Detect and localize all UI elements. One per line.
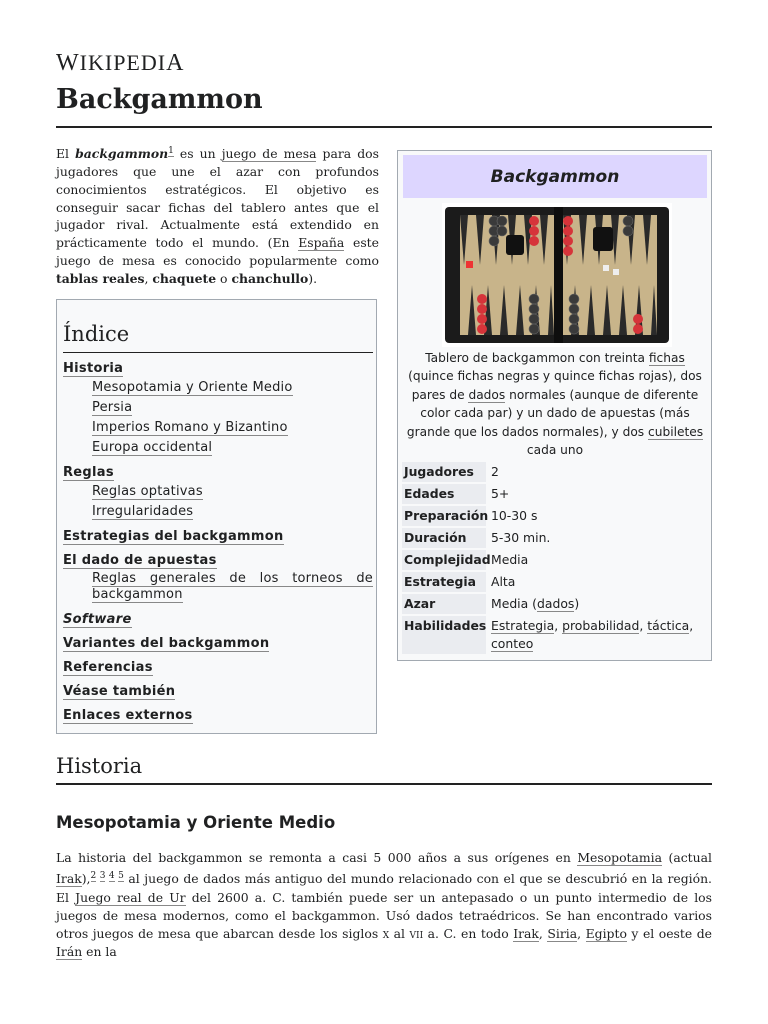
link-tactica[interactable]: táctica bbox=[647, 618, 690, 633]
intro-term: backgammon bbox=[75, 146, 169, 162]
reference-link[interactable]: 1 bbox=[168, 146, 174, 156]
link-juego-real-de-ur[interactable]: Juego real de Ur bbox=[75, 889, 186, 905]
toc-item-irregularidades[interactable]: Irregularidades bbox=[92, 504, 194, 519]
link-cubiletes[interactable]: cubiletes bbox=[648, 424, 704, 439]
link-iran[interactable]: Irán bbox=[56, 944, 83, 960]
link-siria[interactable]: Siria bbox=[547, 925, 578, 941]
toc-divider bbox=[63, 352, 373, 353]
backgammon-board-image[interactable] bbox=[442, 203, 672, 347]
toc-item-torneos[interactable]: Reglas generales de los torneos de backgammon bbox=[92, 571, 373, 602]
intro-text: El bbox=[56, 146, 76, 162]
toc-item-estrategias[interactable]: Estrategias del backgammon bbox=[63, 529, 284, 544]
infobox: Backgammon Tablero de backgammon con treinta fichas (quince fichas negras y quince fichas rojas), dos pares de dados normales (aunque de diferente color cada par) y un dado de apuestas (más grande que los dados normales), y dos cubiletes cada uno Jugadores 2 Edades 5+ Preparación 10-30 s Duración 5-30 min. Complejidad Media Estrategia Alta Azar Media (dados) Habilidades Estrategia, probabilidad, táctica, conteo bbox=[397, 150, 712, 661]
table-of-contents bbox=[56, 299, 377, 734]
toc-item-referencias[interactable]: Referencias bbox=[63, 660, 153, 675]
intro-text: es un bbox=[173, 146, 222, 162]
toc-item-software[interactable]: Software bbox=[63, 612, 132, 627]
logo-letter: W bbox=[56, 50, 80, 76]
intro-text: , bbox=[144, 270, 153, 286]
link-juego-de-mesa[interactable]: juego de mesa bbox=[221, 146, 317, 162]
alt-name: chanchullo bbox=[231, 270, 309, 286]
toc-item-europa[interactable]: Europa occidental bbox=[92, 440, 213, 455]
reference-link[interactable]: 2 bbox=[90, 871, 97, 882]
toc-item-mesopotamia[interactable]: Mesopotamia y Oriente Medio bbox=[92, 380, 293, 395]
page-title: Backgammon bbox=[56, 84, 263, 115]
link-dados[interactable]: dados bbox=[468, 387, 506, 402]
title-divider bbox=[56, 126, 712, 128]
alt-name: tablas reales bbox=[56, 270, 145, 286]
toc-item-persia[interactable]: Persia bbox=[92, 400, 133, 415]
intro-text: este juego de mesa es conocido popularmente como bbox=[56, 235, 379, 268]
toc-item-variantes[interactable]: Variantes del backgammon bbox=[63, 636, 270, 651]
toc-item-historia[interactable]: Historia bbox=[63, 361, 124, 376]
link-mesopotamia[interactable]: Mesopotamia bbox=[577, 850, 663, 865]
reference-link[interactable]: 4 bbox=[108, 871, 115, 882]
toc-item-vease[interactable]: Véase también bbox=[63, 684, 176, 699]
historia-paragraph: La historia del backgammon se remonta a casi 5 000 años a sus orígenes en Mesopotamia (actual Irak),$^{2 3 4 5}$ al juego de dados más antiguo del mundo relacionado con el que se descubrió en la región. El Juego real de Ur del 2600 a. C. también puede ser un antepasado o un punto intermedio de los juegos de mesa modernos, como el backgammon. Usó dados tetraédricos. Se han encontrado varios otros juegos de mesa que abarcan desde los siglos x al vii a. C. en todo Irak, Siria, Egipto y el oeste de Irán en la bbox=[56, 850, 712, 960]
intro-text: o bbox=[216, 270, 232, 286]
section-divider bbox=[56, 783, 712, 785]
logo-letters: IKIPEDI bbox=[79, 50, 167, 75]
subsection-heading-mesopotamia: Mesopotamia y Oriente Medio bbox=[56, 813, 336, 832]
infobox-caption: Tablero de backgammon con treinta fichas (quince fichas negras y quince fichas rojas), dos pares de dados normales (aunque de diferente color cada par) y un dado de apuestas (más grande que los dados normales), y dos cubiletes cada uno bbox=[406, 351, 704, 458]
link-dados-azar[interactable]: dados bbox=[537, 596, 575, 611]
toc-item-dado-apuestas[interactable]: El dado de apuestas bbox=[63, 553, 217, 568]
link-probabilidad[interactable]: probabilidad bbox=[562, 618, 640, 633]
section-heading-historia: Historia bbox=[56, 754, 143, 778]
reference-link[interactable]: 5 bbox=[118, 871, 124, 882]
link-irak[interactable]: Irak bbox=[56, 871, 82, 887]
wikipedia-logo[interactable] bbox=[56, 50, 184, 77]
alt-name: chaquete bbox=[152, 270, 217, 286]
intro-text: para dos jugadores que une el azar con profundos conocimientos estratégicos. El objetivo es conseguir sacar fichas del tablero antes que el jugador rival. Actualmente está extendido en prácticamente todo el mundo. (En bbox=[56, 146, 379, 251]
logo-letter: A bbox=[166, 50, 185, 76]
link-irak-2[interactable]: Irak bbox=[513, 925, 539, 941]
link-conteo[interactable]: conteo bbox=[491, 636, 534, 651]
link-espana[interactable]: España bbox=[298, 235, 345, 251]
toc-title: Índice bbox=[63, 322, 130, 346]
toc-item-reglas-optativas[interactable]: Reglas optativas bbox=[92, 484, 203, 499]
link-fichas[interactable]: fichas bbox=[648, 351, 685, 365]
toc-item-reglas[interactable]: Reglas bbox=[63, 465, 114, 480]
reference-link[interactable]: 3 bbox=[99, 871, 106, 882]
toc-item-imperios[interactable]: Imperios Romano y Bizantino bbox=[92, 420, 288, 435]
link-egipto[interactable]: Egipto bbox=[585, 925, 627, 941]
intro-paragraph bbox=[56, 143, 379, 288]
toc-item-enlaces[interactable]: Enlaces externos bbox=[63, 708, 193, 723]
intro-text: ). bbox=[308, 270, 318, 286]
link-estrategia[interactable]: Estrategia bbox=[491, 618, 555, 633]
infobox-title: Backgammon bbox=[403, 155, 707, 198]
